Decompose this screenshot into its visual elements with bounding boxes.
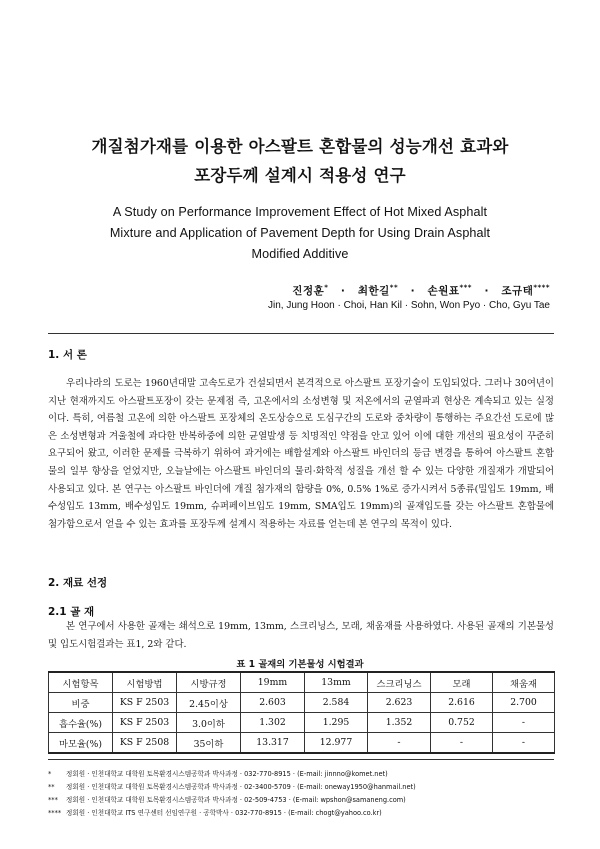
table-cell: KS F 2503 (113, 693, 177, 713)
author-mark: *** (459, 283, 472, 292)
author-separator: · (410, 285, 416, 297)
author-block (268, 283, 550, 311)
table-cell: 13.317 (241, 733, 305, 754)
footnote-text: 정회원 · 인천대학교 대학원 토목환경시스템공학과 박사과정 · 02-3400-5709 · (E-mail: oneway1950@hanmail.net) (66, 783, 416, 791)
subsection-heading-aggregate: 2.1 골 재 (48, 606, 95, 618)
table-cell: 0.752 (431, 713, 493, 733)
title-english-line-3: Modified Additive (251, 247, 349, 261)
table-cell: 12.977 (305, 733, 368, 754)
footnote (48, 794, 406, 804)
table-row (49, 693, 555, 713)
table-cell: - (493, 733, 555, 754)
table-cell: 1.295 (305, 713, 368, 733)
aggregate-text: 본 연구에서 사용한 골재는 쇄석으로 19mm, 13mm, 스크리닝스, 모래, 채움재를 사용하였다. 사용된 골재의 기본물성 및 입도시험결과는 표1, 2와 같다. (48, 621, 554, 650)
title-english-line-2: Mixture and Application of Pavement Depth for Using Drain Asphalt (109, 226, 491, 240)
section-heading-introduction: 1. 서 론 (48, 349, 87, 361)
table-cell: 2.584 (305, 693, 368, 713)
title-korean-line-1: 개질첨가재를 이용한 아스팔트 혼합물의 성능개선 효과와 (91, 137, 509, 156)
author-mark: **** (533, 283, 550, 292)
introduction-text: 우리나라의 도로는 1960년대말 고속도로가 건설되면서 본격적으로 아스팔트 포장기술이 도입되었다. 그러나 30여년이 지난 현재까지도 아스팔트포장이 갖는 문제점 즉, 고온에서의 소성변형 및 저온에서의 균열파괴 현상은 계속되고 있는 실정이다. 특히, 여름철 고온에 의한 아스팔트 포장체의 온도상승으로 도심구간의 도로와 중차량이 통행하는 주요간선 도로에 많은 소성변형과 겨울철에 과다한 반복하중에 의한 균열발생 등 치명적인 약점을 안고 있어 이에 대한 개선의 필요성이 꾸준히 요구되어 왔고, 이러한 문제를 극복하기 위하여 과거에는 배합설계와 아스팔트 바인더의 등급 변경을 통하여 아스팔트 혼합물의 일부 향상을 얻었지만, 오늘날에는 아스팔트 바인더의 물리·화학적 성질을 개선 할 수 있는 다양한 개질재가 개발되어 사용되고 있다. 본 연구는 아스팔트 바인더에 개질 첨가재의 함량을 0%, 0.5% 1%로 증가시켜서 5종류(밀입도 19mm, 배수성입도 13mm, 배수성입도 19mm, 슈퍼페이브입도 19mm, SMA입도 19mm)의 골재입도를 갖는 아스팔트 혼합물에 첨가함으로서 얻을 수 있는 효과를 포장두께 설계시 적용하는 자료를 얻는데 본 연구의 목적이 있다. (48, 378, 554, 530)
title-english-line-1: A Study on Performance Improvement Effect of Hot Mixed Asphalt (112, 205, 488, 219)
table-cell: KS F 2508 (113, 733, 177, 754)
table-header-cell: 13mm (305, 672, 368, 693)
table-cell: 1.302 (241, 713, 305, 733)
table-cell: 2.603 (241, 693, 305, 713)
author-names-korean (268, 283, 550, 298)
table-cell: 흡수율(%) (49, 713, 113, 733)
footnote (48, 781, 416, 791)
footnote (48, 807, 382, 817)
author-name: 최한길 (357, 285, 390, 297)
table-header-cell: 시험항목 (49, 672, 113, 693)
table-header-cell: 19mm (241, 672, 305, 693)
author-names-english: Jin, Jung Hoon · Choi, Han Kil · Sohn, Won Pyo · Cho, Gyu Tae (268, 300, 550, 311)
author-name: 손원표 (427, 285, 460, 297)
table-cell: 35이하 (177, 733, 241, 754)
table-cell: 3.0이하 (177, 713, 241, 733)
table-cell: 마모율(%) (49, 733, 113, 754)
footnote-mark: * (48, 770, 52, 778)
table-header-cell: 시험방법 (113, 672, 177, 693)
table-header-cell: 시방규정 (177, 672, 241, 693)
section-heading-materials: 2. 재료 선정 (48, 577, 108, 589)
footnote-mark: **** (48, 809, 62, 817)
introduction-paragraph (48, 375, 554, 533)
table-cell: 2.45이상 (177, 693, 241, 713)
table-cell: 1.352 (368, 713, 431, 733)
footnote-mark: ** (48, 783, 55, 791)
table-header-row (49, 672, 555, 693)
table-cell: 비중 (49, 693, 113, 713)
table-cell: KS F 2503 (113, 713, 177, 733)
footnote-text: 정회원 · 인천대학교 대학원 토목환경시스템공학과 박사과정 · 032-770-8915 · (E-mail: jinnno@komet.net) (66, 770, 388, 778)
footnote-text: 정회원 · 인천대학교 ITS 연구센터 선임연구원 · 공학박사 · 032-770-8915 · (E-mail: chogt@yahoo.co.kr) (66, 809, 382, 817)
author-name: 진정훈 (292, 285, 325, 297)
table-row (49, 713, 555, 733)
table-header-cell: 스크리닝스 (368, 672, 431, 693)
table-cell: - (368, 733, 431, 754)
author-mark: ** (389, 283, 399, 292)
header-divider (48, 333, 554, 334)
footnote-mark: *** (48, 796, 58, 804)
aggregate-properties-table (48, 671, 555, 754)
table-cell: - (431, 733, 493, 754)
title-korean-line-2: 포장두께 설계시 적용성 연구 (194, 166, 406, 185)
author-name: 조규태 (501, 285, 534, 297)
footnote-divider (48, 759, 554, 760)
table-row (49, 733, 555, 754)
table-caption: 표 1 골재의 기본물성 시험결과 (236, 659, 364, 670)
footnote-text: 정회원 · 인천대학교 대학원 토목환경시스템공학과 박사과정 · 02-509-4753 · (E-mail: wpshon@samaneng.com) (66, 796, 406, 804)
table-header-cell: 모래 (431, 672, 493, 693)
table-cell: 2.700 (493, 693, 555, 713)
table-cell: 2.616 (431, 693, 493, 713)
author-separator: · (340, 285, 346, 297)
aggregate-paragraph (48, 618, 554, 653)
table-header-cell: 채움재 (493, 672, 555, 693)
table-cell: - (493, 713, 555, 733)
footnote (48, 768, 388, 778)
author-mark: * (324, 283, 329, 292)
table-cell: 2.623 (368, 693, 431, 713)
author-separator: · (484, 285, 489, 297)
